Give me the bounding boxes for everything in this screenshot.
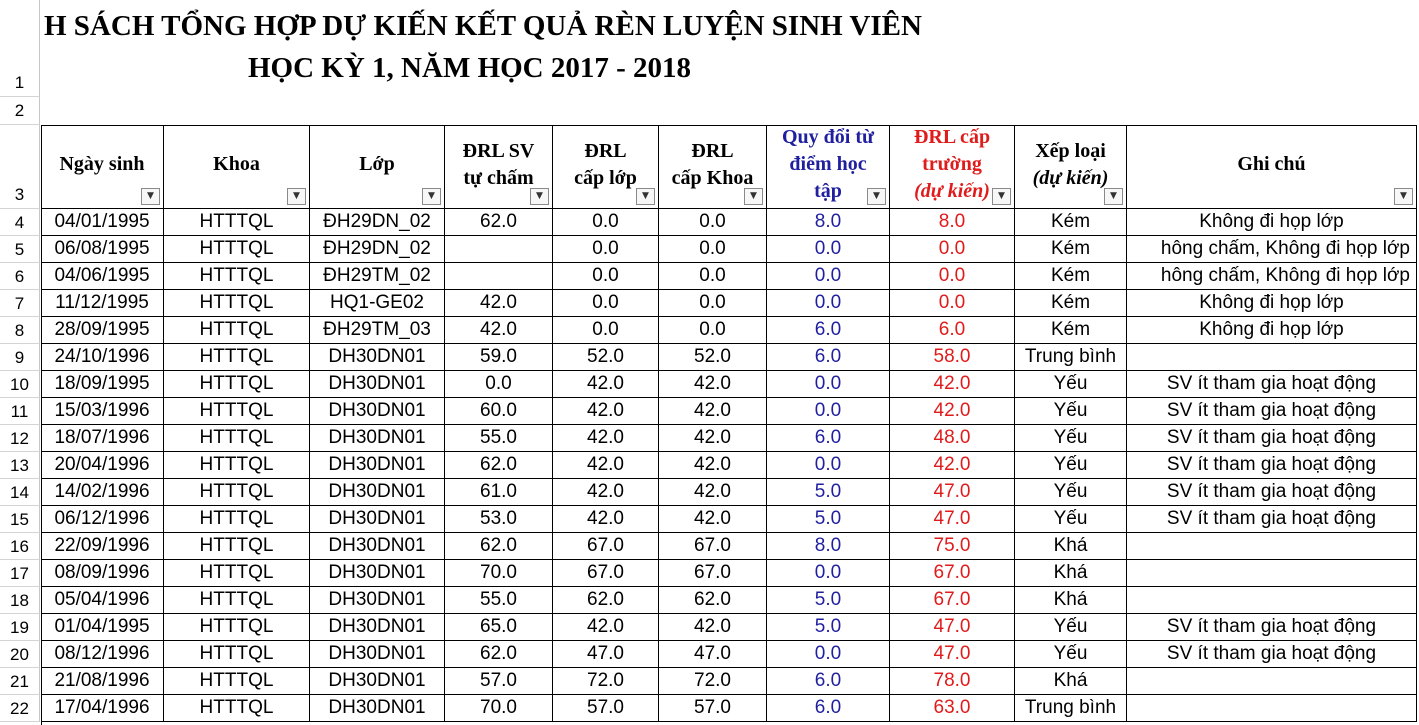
- cell-lop[interactable]: ĐH29DN_02: [310, 209, 445, 236]
- row-header-7[interactable]: 7: [0, 290, 40, 317]
- cell-quy-doi-diem-hoc-tap[interactable]: 5.0: [767, 587, 890, 614]
- cell-drl-cap-lop[interactable]: 0.0: [553, 263, 659, 290]
- cell-quy-doi-diem-hoc-tap[interactable]: 8.0: [767, 533, 890, 560]
- cell-khoa[interactable]: HTTTQL: [164, 641, 310, 668]
- cell-drl-sv-tu-cham[interactable]: 59.0: [445, 344, 553, 371]
- cell-drl-cap-lop[interactable]: 67.0: [553, 560, 659, 587]
- cell-drl-sv-tu-cham[interactable]: 62.0: [445, 641, 553, 668]
- cell-drl-cap-lop[interactable]: 42.0: [553, 371, 659, 398]
- header-drl-cap-lop[interactable]: [553, 125, 659, 209]
- row-header-1[interactable]: 1: [0, 0, 40, 97]
- cell-lop[interactable]: HQ1-GE02: [310, 290, 445, 317]
- filter-dropdown-icon[interactable]: ▼: [992, 188, 1011, 205]
- cell-drl-cap-khoa[interactable]: 42.0: [659, 452, 767, 479]
- cell-quy-doi-diem-hoc-tap[interactable]: 6.0: [767, 425, 890, 452]
- cell-drl-cap-khoa[interactable]: 52.0: [659, 344, 767, 371]
- cell-khoa[interactable]: HTTTQL: [164, 398, 310, 425]
- header-text: [1237, 151, 1305, 178]
- header-text: [574, 138, 637, 192]
- row-header-19[interactable]: 19: [0, 614, 40, 641]
- cell-lop[interactable]: DH30DN01: [310, 641, 445, 668]
- cell-drl-cap-lop[interactable]: 0.0: [553, 236, 659, 263]
- cell-xep-loai[interactable]: Khá: [1015, 668, 1127, 695]
- cell-quy-doi-diem-hoc-tap[interactable]: 0.0: [767, 290, 890, 317]
- header-drl-cap-truong[interactable]: [890, 125, 1015, 209]
- filter-dropdown-icon[interactable]: ▼: [287, 188, 306, 205]
- cell-lop[interactable]: DH30DN01: [310, 371, 445, 398]
- cell-khoa[interactable]: HTTTQL: [164, 506, 310, 533]
- cell-quy-doi-diem-hoc-tap[interactable]: 0.0: [767, 236, 890, 263]
- cell-lop[interactable]: DH30DN01: [310, 587, 445, 614]
- header-text-line: (dự kiến): [1032, 166, 1109, 189]
- cell-drl-cap-lop[interactable]: 62.0: [553, 587, 659, 614]
- cell-drl-cap-khoa[interactable]: 67.0: [659, 560, 767, 587]
- cell-khoa[interactable]: HTTTQL: [164, 479, 310, 506]
- row-header-14[interactable]: 14: [0, 479, 40, 506]
- header-ngay-sinh[interactable]: [41, 125, 164, 209]
- cell-drl-cap-truong[interactable]: 0.0: [890, 236, 1015, 263]
- cell-ngay-sinh[interactable]: 18/07/1996: [41, 425, 164, 452]
- header-text-line: ĐRL cấp: [913, 126, 991, 148]
- row-header-9[interactable]: 9: [0, 344, 40, 371]
- cell-quy-doi-diem-hoc-tap[interactable]: 0.0: [767, 398, 890, 425]
- cell-quy-doi-diem-hoc-tap[interactable]: 0.0: [767, 560, 890, 587]
- cell-lop[interactable]: ĐH29DN_02: [310, 236, 445, 263]
- header-text-line: Lớp: [359, 153, 395, 175]
- cell-xep-loai[interactable]: Khá: [1015, 587, 1127, 614]
- cell-drl-cap-truong[interactable]: 42.0: [890, 371, 1015, 398]
- cell-ghi-chu[interactable]: Không đi họp lớp: [1127, 209, 1417, 236]
- header-drl-cap-khoa[interactable]: [659, 125, 767, 209]
- header-text-line: Ngày sinh: [59, 153, 145, 175]
- cell-lop[interactable]: DH30DN01: [310, 560, 445, 587]
- cell-drl-sv-tu-cham[interactable]: 61.0: [445, 479, 553, 506]
- cell-quy-doi-diem-hoc-tap[interactable]: 5.0: [767, 479, 890, 506]
- cell-xep-loai[interactable]: Kém: [1015, 209, 1127, 236]
- header-text-line: cấp Khoa: [671, 166, 754, 189]
- filter-dropdown-icon[interactable]: ▼: [1104, 188, 1123, 205]
- cell-drl-cap-truong[interactable]: 42.0: [890, 452, 1015, 479]
- cell-drl-sv-tu-cham[interactable]: 42.0: [445, 290, 553, 317]
- header-text-line: tập: [814, 180, 842, 202]
- row-header-20[interactable]: 20: [0, 641, 40, 668]
- cell-ngay-sinh[interactable]: 18/09/1995: [41, 371, 164, 398]
- cell-drl-cap-truong[interactable]: 47.0: [890, 614, 1015, 641]
- cell-quy-doi-diem-hoc-tap[interactable]: 6.0: [767, 695, 890, 722]
- cell-ghi-chu[interactable]: [1127, 695, 1417, 722]
- header-lop[interactable]: [310, 125, 445, 209]
- cell-xep-loai[interactable]: Kém: [1015, 317, 1127, 344]
- cell-quy-doi-diem-hoc-tap[interactable]: 5.0: [767, 506, 890, 533]
- cell-khoa[interactable]: HTTTQL: [164, 344, 310, 371]
- cell-ghi-chu[interactable]: hông chấm, Không đi họp lớp: [1127, 263, 1417, 290]
- cell-khoa[interactable]: HTTTQL: [164, 668, 310, 695]
- header-text: [213, 151, 260, 178]
- cell-ghi-chu[interactable]: [1127, 560, 1417, 587]
- cell-drl-sv-tu-cham[interactable]: 70.0: [445, 695, 553, 722]
- cell-quy-doi-diem-hoc-tap[interactable]: 6.0: [767, 317, 890, 344]
- header-text-line: tự chấm: [463, 166, 534, 189]
- header-text: [914, 124, 990, 205]
- cell-drl-cap-lop[interactable]: 42.0: [553, 614, 659, 641]
- cell-drl-cap-truong[interactable]: 67.0: [890, 560, 1015, 587]
- cell-drl-cap-lop[interactable]: 52.0: [553, 344, 659, 371]
- cell-xep-loai[interactable]: Khá: [1015, 560, 1127, 587]
- cell-drl-sv-tu-cham[interactable]: 55.0: [445, 425, 553, 452]
- cell-ngay-sinh[interactable]: 14/02/1996: [41, 479, 164, 506]
- cell-drl-cap-lop[interactable]: 0.0: [553, 290, 659, 317]
- cell-khoa[interactable]: HTTTQL: [164, 560, 310, 587]
- cell-drl-cap-khoa[interactable]: 42.0: [659, 506, 767, 533]
- cell-ngay-sinh[interactable]: 20/04/1996: [41, 452, 164, 479]
- cell-drl-sv-tu-cham[interactable]: 57.0: [445, 668, 553, 695]
- cell-drl-sv-tu-cham[interactable]: 70.0: [445, 560, 553, 587]
- cell-ghi-chu[interactable]: [1127, 587, 1417, 614]
- row-header-17[interactable]: 17: [0, 560, 40, 587]
- cell-drl-cap-truong[interactable]: 75.0: [890, 533, 1015, 560]
- cell-drl-cap-lop[interactable]: 0.0: [553, 209, 659, 236]
- header-text-line: trường: [922, 153, 982, 175]
- cell-khoa[interactable]: HTTTQL: [164, 425, 310, 452]
- cell-ngay-sinh[interactable]: 22/09/1996: [41, 533, 164, 560]
- cell-drl-cap-lop[interactable]: 42.0: [553, 452, 659, 479]
- cell-ngay-sinh[interactable]: 01/04/1995: [41, 614, 164, 641]
- header-text-line: Khoa: [213, 153, 260, 175]
- row-header-11[interactable]: 11: [0, 398, 40, 425]
- cell-quy-doi-diem-hoc-tap[interactable]: 0.0: [767, 263, 890, 290]
- cell-khoa[interactable]: HTTTQL: [164, 236, 310, 263]
- header-text-line: (dự kiến): [914, 180, 990, 202]
- cell-ghi-chu[interactable]: SV ít tham gia hoạt động: [1127, 452, 1417, 479]
- row-header-21[interactable]: 21: [0, 668, 40, 695]
- header-text-line: điểm học: [789, 153, 867, 175]
- header-text-line: ĐRL: [691, 139, 734, 162]
- row-header-10[interactable]: 10: [0, 371, 40, 398]
- cell-drl-cap-khoa[interactable]: 42.0: [659, 479, 767, 506]
- header-text-line: cấp lớp: [574, 166, 637, 189]
- cell-xep-loai[interactable]: Trung bình: [1015, 344, 1127, 371]
- row-header-6[interactable]: 6: [0, 263, 40, 290]
- cell-quy-doi-diem-hoc-tap[interactable]: 0.0: [767, 452, 890, 479]
- cell-lop[interactable]: ĐH29TM_02: [310, 263, 445, 290]
- cell-ngay-sinh[interactable]: 06/08/1995: [41, 236, 164, 263]
- cell-ngay-sinh[interactable]: 15/03/1996: [41, 398, 164, 425]
- cell-quy-doi-diem-hoc-tap[interactable]: 0.0: [767, 641, 890, 668]
- cell-drl-cap-khoa[interactable]: 42.0: [659, 614, 767, 641]
- cell-drl-sv-tu-cham[interactable]: 0.0: [445, 371, 553, 398]
- cell-lop[interactable]: DH30DN01: [310, 614, 445, 641]
- cell-khoa[interactable]: HTTTQL: [164, 317, 310, 344]
- header-text: [359, 151, 395, 178]
- cell-drl-sv-tu-cham[interactable]: 55.0: [445, 587, 553, 614]
- cell-drl-cap-lop[interactable]: 57.0: [553, 695, 659, 722]
- cell-xep-loai[interactable]: Yếu: [1015, 614, 1127, 641]
- row-header-12[interactable]: 12: [0, 425, 40, 452]
- cell-lop[interactable]: DH30DN01: [310, 425, 445, 452]
- cell-drl-cap-khoa[interactable]: 0.0: [659, 209, 767, 236]
- cell-ghi-chu[interactable]: [1127, 668, 1417, 695]
- row-header-2[interactable]: 2: [0, 97, 40, 125]
- filter-dropdown-icon[interactable]: ▼: [141, 188, 160, 205]
- filter-dropdown-icon[interactable]: ▼: [1394, 188, 1413, 205]
- cell-ghi-chu[interactable]: Không đi họp lớp: [1127, 317, 1417, 344]
- cell-khoa[interactable]: HTTTQL: [164, 533, 310, 560]
- cell-ngay-sinh[interactable]: 11/12/1995: [41, 290, 164, 317]
- cell-drl-sv-tu-cham[interactable]: [445, 236, 553, 263]
- cell-drl-sv-tu-cham[interactable]: 42.0: [445, 317, 553, 344]
- cell-ghi-chu[interactable]: SV ít tham gia hoạt động: [1127, 641, 1417, 668]
- cell-drl-cap-lop[interactable]: 72.0: [553, 668, 659, 695]
- cell-ngay-sinh[interactable]: 04/06/1995: [41, 263, 164, 290]
- cell-quy-doi-diem-hoc-tap[interactable]: 5.0: [767, 614, 890, 641]
- cell-drl-cap-khoa[interactable]: 0.0: [659, 236, 767, 263]
- cell-xep-loai[interactable]: Yếu: [1015, 425, 1127, 452]
- cell-xep-loai[interactable]: Khá: [1015, 533, 1127, 560]
- cell-khoa[interactable]: HTTTQL: [164, 263, 310, 290]
- cell-xep-loai[interactable]: Yếu: [1015, 452, 1127, 479]
- cell-drl-cap-khoa[interactable]: 42.0: [659, 398, 767, 425]
- cell-drl-cap-khoa[interactable]: 62.0: [659, 587, 767, 614]
- cell-drl-cap-lop[interactable]: 42.0: [553, 398, 659, 425]
- header-quy-doi-diem-hoc-tap[interactable]: [767, 125, 890, 209]
- cell-lop[interactable]: DH30DN01: [310, 398, 445, 425]
- cell-ngay-sinh[interactable]: 28/09/1995: [41, 317, 164, 344]
- cell-xep-loai[interactable]: Yếu: [1015, 398, 1127, 425]
- cell-lop[interactable]: DH30DN01: [310, 695, 445, 722]
- row-header-15[interactable]: 15: [0, 506, 40, 533]
- cell-ngay-sinh[interactable]: 08/09/1996: [41, 560, 164, 587]
- cell-lop[interactable]: DH30DN01: [310, 479, 445, 506]
- cell-drl-cap-lop[interactable]: 42.0: [553, 479, 659, 506]
- header-text-line: Quy đổi từ: [781, 126, 875, 148]
- cell-ghi-chu[interactable]: [1127, 344, 1417, 371]
- cell-drl-sv-tu-cham[interactable]: 60.0: [445, 398, 553, 425]
- cell-khoa[interactable]: HTTTQL: [164, 587, 310, 614]
- cell-khoa[interactable]: HTTTQL: [164, 614, 310, 641]
- cell-ngay-sinh[interactable]: 04/01/1995: [41, 209, 164, 236]
- header-text: [672, 138, 754, 192]
- filter-dropdown-icon[interactable]: ▼: [422, 188, 441, 205]
- cell-khoa[interactable]: HTTTQL: [164, 695, 310, 722]
- cell-drl-cap-truong[interactable]: 0.0: [890, 290, 1015, 317]
- cell-xep-loai[interactable]: Trung bình: [1015, 695, 1127, 722]
- row-header-5[interactable]: 5: [0, 236, 40, 263]
- cell-ghi-chu[interactable]: SV ít tham gia hoạt động: [1127, 479, 1417, 506]
- cell-drl-cap-truong[interactable]: 63.0: [890, 695, 1015, 722]
- cell-xep-loai[interactable]: Yếu: [1015, 479, 1127, 506]
- filter-dropdown-icon[interactable]: ▼: [744, 188, 763, 205]
- cell-ghi-chu[interactable]: SV ít tham gia hoạt động: [1127, 425, 1417, 452]
- header-text: [463, 138, 535, 192]
- row-header-3[interactable]: 3: [0, 125, 40, 209]
- cell-drl-sv-tu-cham[interactable]: 62.0: [445, 209, 553, 236]
- cell-khoa[interactable]: HTTTQL: [164, 290, 310, 317]
- cell-xep-loai[interactable]: Yếu: [1015, 371, 1127, 398]
- cell-drl-cap-lop[interactable]: 42.0: [553, 425, 659, 452]
- cell-quy-doi-diem-hoc-tap[interactable]: 0.0: [767, 371, 890, 398]
- sheet-title-line1[interactable]: H SÁCH TỔNG HỢP DỰ KIẾN KẾT QUẢ RÈN LUYỆN SINH VIÊN: [44, 10, 922, 42]
- cell-ngay-sinh[interactable]: 06/12/1996: [41, 506, 164, 533]
- cell-lop[interactable]: DH30DN01: [310, 533, 445, 560]
- row-header-8[interactable]: 8: [0, 317, 40, 344]
- cell-drl-cap-lop[interactable]: 47.0: [553, 641, 659, 668]
- cell-drl-cap-truong[interactable]: 58.0: [890, 344, 1015, 371]
- cell-xep-loai[interactable]: Yếu: [1015, 641, 1127, 668]
- cell-lop[interactable]: DH30DN01: [310, 506, 445, 533]
- cell-xep-loai[interactable]: Yếu: [1015, 506, 1127, 533]
- cell-drl-cap-khoa[interactable]: 57.0: [659, 695, 767, 722]
- header-text-line: Ghi chú: [1237, 153, 1306, 175]
- cell-drl-cap-khoa[interactable]: 42.0: [659, 371, 767, 398]
- filter-dropdown-icon[interactable]: ▼: [530, 188, 549, 205]
- cell-xep-loai[interactable]: Kém: [1015, 263, 1127, 290]
- cell-drl-cap-truong[interactable]: 48.0: [890, 425, 1015, 452]
- cell-khoa[interactable]: HTTTQL: [164, 209, 310, 236]
- header-ghi-chu[interactable]: [1127, 125, 1417, 209]
- cell-lop[interactable]: ĐH29TM_03: [310, 317, 445, 344]
- cell-ghi-chu[interactable]: SV ít tham gia hoạt động: [1127, 398, 1417, 425]
- cell-drl-sv-tu-cham[interactable]: 53.0: [445, 506, 553, 533]
- cell-ngay-sinh[interactable]: 05/04/1996: [41, 587, 164, 614]
- cell-drl-cap-lop[interactable]: 67.0: [553, 533, 659, 560]
- header-text: [782, 124, 874, 205]
- cell-drl-cap-khoa[interactable]: 47.0: [659, 641, 767, 668]
- row-header-22[interactable]: 22: [0, 695, 40, 722]
- cell-drl-cap-khoa[interactable]: 0.0: [659, 263, 767, 290]
- cell-drl-cap-khoa[interactable]: 72.0: [659, 668, 767, 695]
- cell-ngay-sinh[interactable]: 17/04/1996: [41, 695, 164, 722]
- cell-drl-cap-truong[interactable]: 47.0: [890, 641, 1015, 668]
- cell-ghi-chu[interactable]: SV ít tham gia hoạt động: [1127, 506, 1417, 533]
- header-khoa[interactable]: [164, 125, 310, 209]
- cell-ghi-chu[interactable]: SV ít tham gia hoạt động: [1127, 614, 1417, 641]
- cell-ngay-sinh[interactable]: 24/10/1996: [41, 344, 164, 371]
- cell-ngay-sinh[interactable]: 21/08/1996: [41, 668, 164, 695]
- row-header-16[interactable]: 16: [0, 533, 40, 560]
- header-text-line: ĐRL SV: [462, 139, 535, 162]
- cell-drl-sv-tu-cham[interactable]: 65.0: [445, 614, 553, 641]
- cell-ghi-chu[interactable]: SV ít tham gia hoạt động: [1127, 371, 1417, 398]
- filter-dropdown-icon[interactable]: ▼: [867, 188, 886, 205]
- cell-drl-cap-truong[interactable]: 47.0: [890, 479, 1015, 506]
- cell-ngay-sinh[interactable]: 08/12/1996: [41, 641, 164, 668]
- row-header-18[interactable]: 18: [0, 587, 40, 614]
- cell-drl-cap-khoa[interactable]: 0.0: [659, 290, 767, 317]
- cell-drl-cap-truong[interactable]: 6.0: [890, 317, 1015, 344]
- cell-drl-cap-truong[interactable]: 8.0: [890, 209, 1015, 236]
- cell-quy-doi-diem-hoc-tap[interactable]: 6.0: [767, 668, 890, 695]
- header-text-line: Xếp loại: [1035, 139, 1106, 162]
- cell-drl-cap-lop[interactable]: 42.0: [553, 506, 659, 533]
- cell-quy-doi-diem-hoc-tap[interactable]: 8.0: [767, 209, 890, 236]
- cell-quy-doi-diem-hoc-tap[interactable]: 6.0: [767, 344, 890, 371]
- cell-drl-cap-lop[interactable]: 0.0: [553, 317, 659, 344]
- cell-drl-cap-truong[interactable]: 0.0: [890, 263, 1015, 290]
- cell-ghi-chu[interactable]: Không đi họp lớp: [1127, 290, 1417, 317]
- cell-drl-cap-khoa[interactable]: 42.0: [659, 425, 767, 452]
- header-xep-loai[interactable]: [1015, 125, 1127, 209]
- cell-drl-cap-khoa[interactable]: 0.0: [659, 317, 767, 344]
- row-header-13[interactable]: 13: [0, 452, 40, 479]
- cell-drl-sv-tu-cham[interactable]: 62.0: [445, 452, 553, 479]
- row-header-4[interactable]: 4: [0, 209, 40, 236]
- header-text-line: ĐRL: [584, 139, 627, 162]
- header-drl-sv-tu-cham[interactable]: [445, 125, 553, 209]
- cell-xep-loai[interactable]: Kém: [1015, 236, 1127, 263]
- cell-lop[interactable]: DH30DN01: [310, 668, 445, 695]
- cell-xep-loai[interactable]: Kém: [1015, 290, 1127, 317]
- header-text: [59, 151, 144, 178]
- cell-ghi-chu[interactable]: hông chấm, Không đi họp lớp: [1127, 236, 1417, 263]
- cell-drl-cap-truong[interactable]: 67.0: [890, 587, 1015, 614]
- cell-drl-cap-truong[interactable]: 42.0: [890, 398, 1015, 425]
- cell-khoa[interactable]: HTTTQL: [164, 371, 310, 398]
- sheet-title-line2[interactable]: HỌC KỲ 1, NĂM HỌC 2017 - 2018: [248, 52, 692, 84]
- header-text: [1033, 138, 1109, 192]
- cell-lop[interactable]: DH30DN01: [310, 452, 445, 479]
- cell-khoa[interactable]: HTTTQL: [164, 452, 310, 479]
- filter-dropdown-icon[interactable]: ▼: [636, 188, 655, 205]
- cell-drl-sv-tu-cham[interactable]: [445, 263, 553, 290]
- cell-drl-cap-truong[interactable]: 78.0: [890, 668, 1015, 695]
- cell-drl-cap-truong[interactable]: 47.0: [890, 506, 1015, 533]
- cell-drl-sv-tu-cham[interactable]: 62.0: [445, 533, 553, 560]
- cell-drl-cap-khoa[interactable]: 67.0: [659, 533, 767, 560]
- cell-lop[interactable]: DH30DN01: [310, 344, 445, 371]
- cell-ghi-chu[interactable]: [1127, 533, 1417, 560]
